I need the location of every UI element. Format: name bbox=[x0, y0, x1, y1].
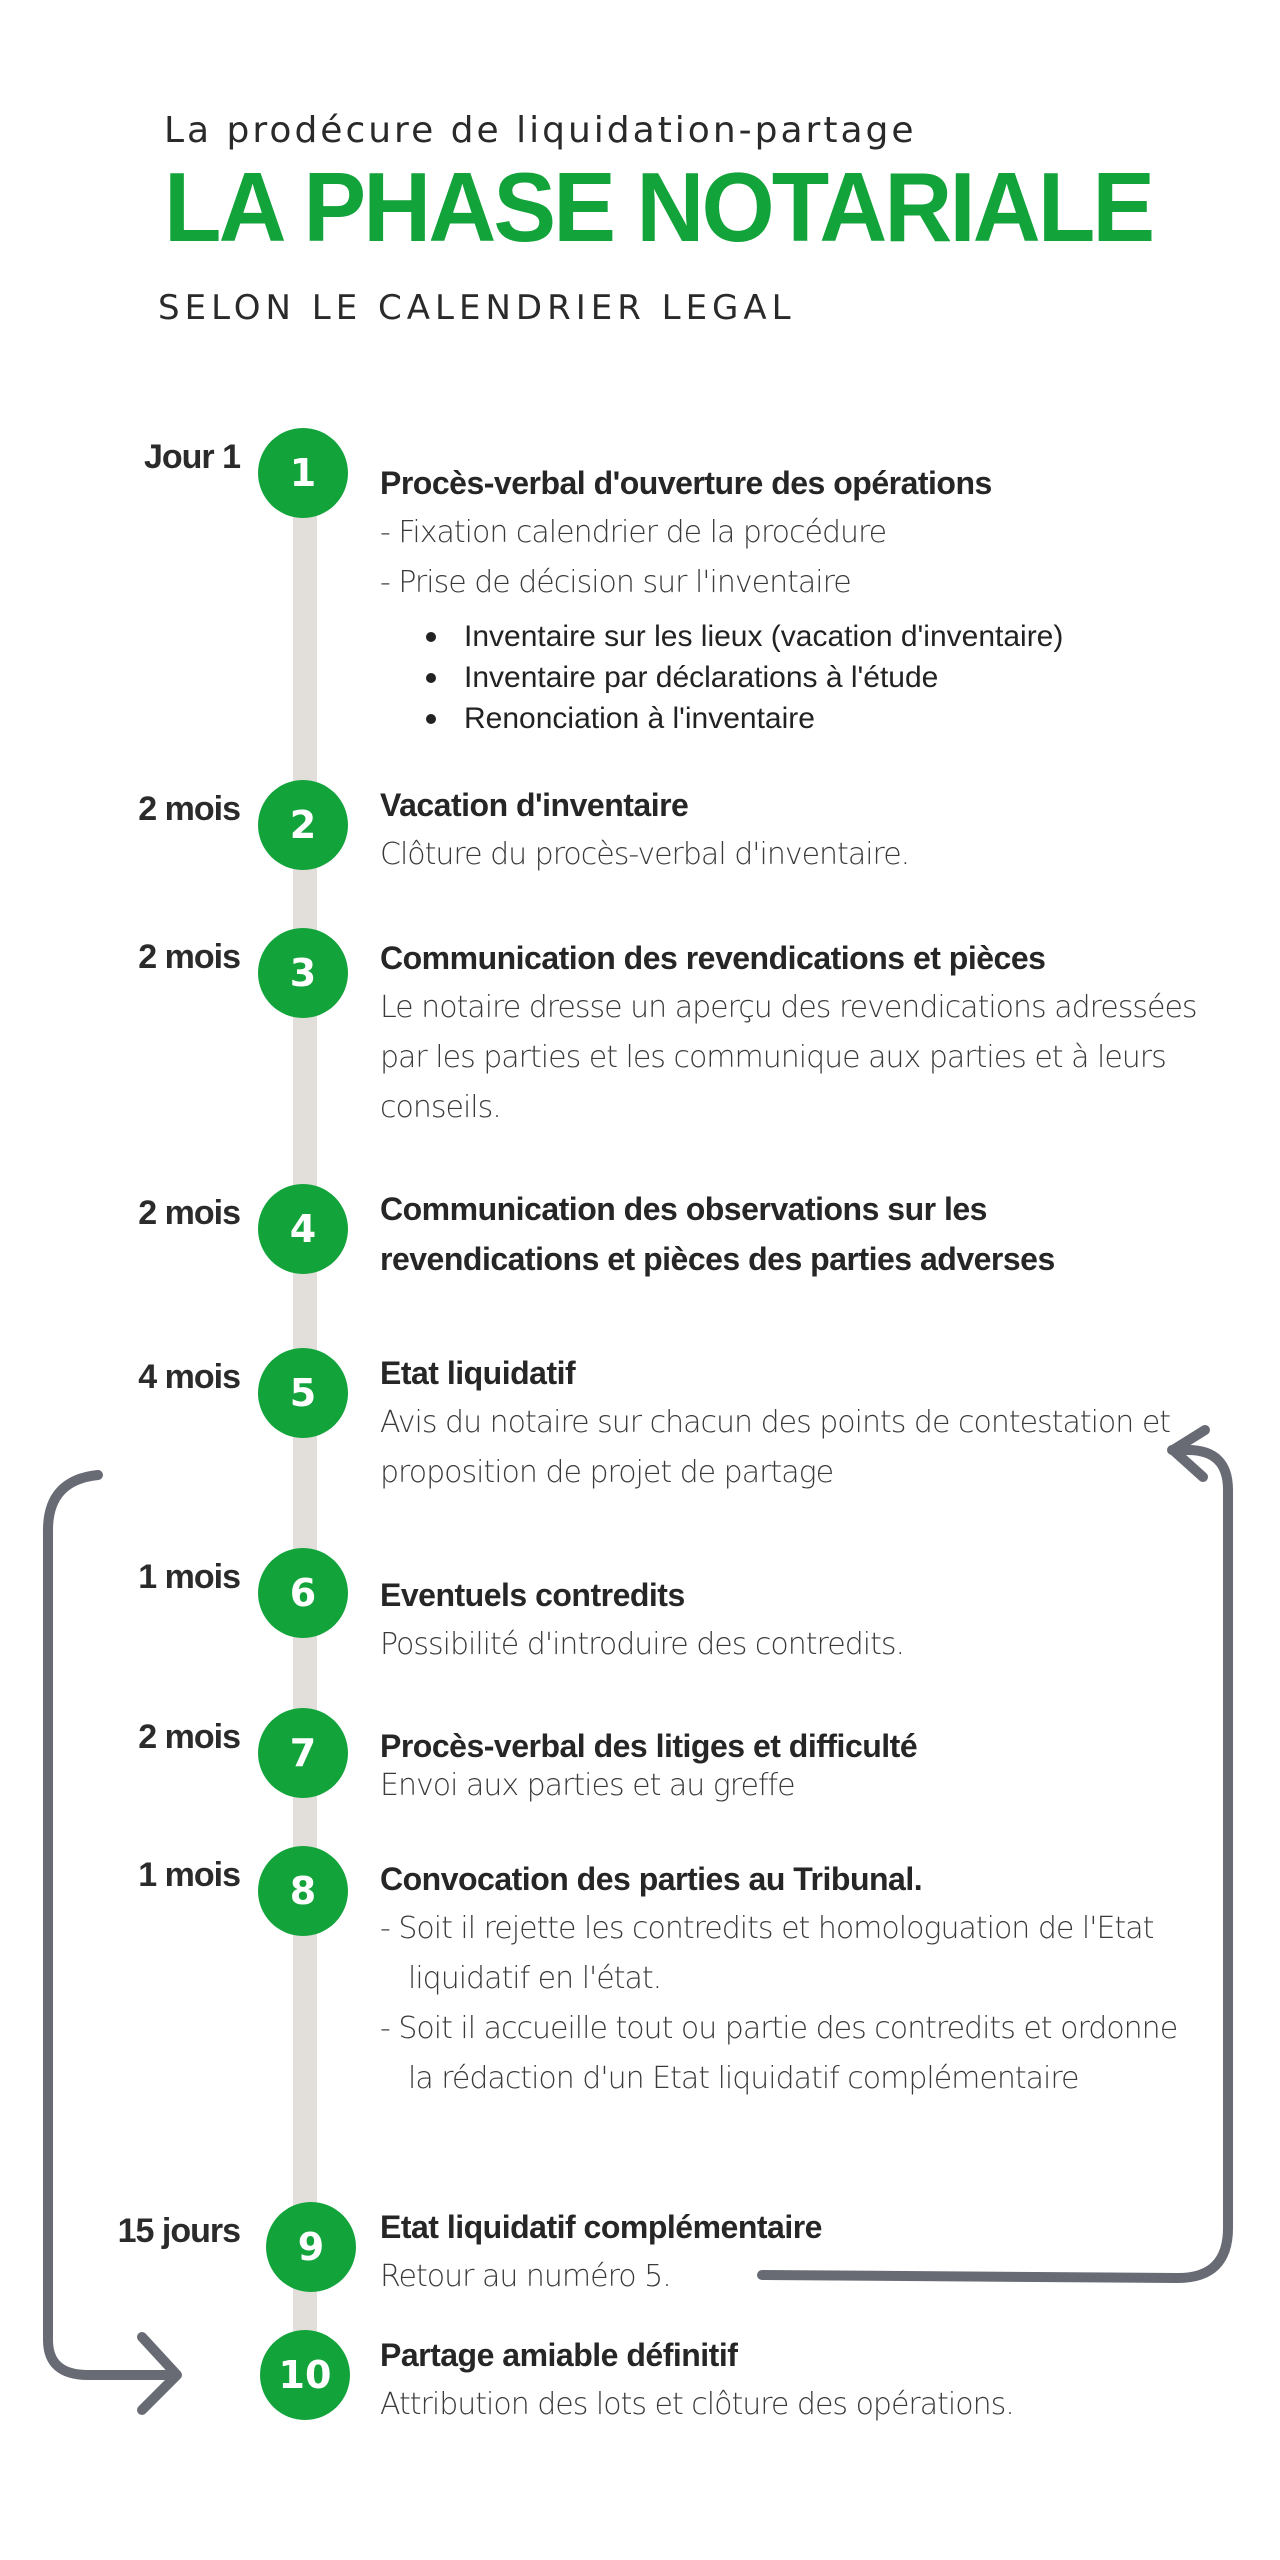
step-number-badge: 10 bbox=[260, 2330, 350, 2420]
step-line: Clôture du procès-verbal d'inventaire. bbox=[380, 837, 910, 872]
step-line: - Soit il rejette les contredits et homologuation de l'Etat liquidatif en l'état. bbox=[380, 1911, 1154, 1996]
step-line: Possibilité d'introduire des contredits. bbox=[380, 1627, 904, 1662]
step-title: Procès-verbal d'ouverture des opérations bbox=[380, 465, 992, 501]
step-duration: 4 mois bbox=[138, 1358, 240, 1396]
step-duration: 2 mois bbox=[138, 938, 240, 976]
step-line: Envoi aux parties et au greffe bbox=[380, 1768, 795, 1803]
step-number-badge: 1 bbox=[258, 428, 348, 518]
page-title: LA PHASE NOTARIALE bbox=[164, 152, 1153, 262]
step-title: Etat liquidatif complémentaire bbox=[380, 2209, 822, 2245]
step-number-badge: 6 bbox=[258, 1548, 348, 1638]
step-duration: 15 jours bbox=[117, 2212, 240, 2250]
step-number-badge: 5 bbox=[258, 1348, 348, 1438]
step-line: Retour au numéro 5. bbox=[380, 2259, 671, 2294]
subtitle-top: La prodécure de liquidation-partage bbox=[164, 110, 917, 151]
step-line: - Prise de décision sur l'inventaire bbox=[380, 565, 851, 600]
step-title: Partage amiable définitif bbox=[380, 2337, 738, 2373]
skip-to-step-10-arrow bbox=[48, 1475, 175, 2375]
step-number-badge: 4 bbox=[258, 1184, 348, 1274]
step-line: Le notaire dresse un aperçu des revendications adressées par les parties et les communique aux parties et à leurs conseils. bbox=[380, 990, 1197, 1125]
step-line: Avis du notaire sur chacun des points de contestation et proposition de projet de partage bbox=[380, 1405, 1171, 1490]
step-line: Attribution des lots et clôture des opérations. bbox=[380, 2387, 1014, 2422]
step-title: Vacation d'inventaire bbox=[380, 787, 689, 823]
step-duration: 2 mois bbox=[138, 1718, 240, 1756]
step-title: Etat liquidatif bbox=[380, 1355, 576, 1391]
subtitle-bottom: SELON LE CALENDRIER LEGAL bbox=[158, 288, 796, 328]
step-title: Communication des observations sur les revendications et pièces des parties adverses bbox=[380, 1191, 1055, 1277]
bullet-item: Inventaire sur les lieux (vacation d'inventaire) bbox=[420, 616, 1200, 657]
step-duration: Jour 1 bbox=[143, 438, 240, 476]
step-line: - Fixation calendrier de la procédure bbox=[380, 515, 887, 550]
return-to-step-5-arrow bbox=[762, 1450, 1228, 2278]
step-title: Procès-verbal des litiges et difficulté bbox=[380, 1728, 918, 1764]
step-duration: 2 mois bbox=[138, 1194, 240, 1232]
step-duration: 1 mois bbox=[138, 1558, 240, 1596]
step-number-badge: 9 bbox=[266, 2202, 356, 2292]
step-duration: 2 mois bbox=[138, 790, 240, 828]
step-title: Eventuels contredits bbox=[380, 1577, 685, 1613]
bullet-item: Inventaire par déclarations à l'étude bbox=[420, 657, 1200, 698]
step-title: Convocation des parties au Tribunal. bbox=[380, 1861, 923, 1897]
step-line: - Soit il accueille tout ou partie des contredits et ordonne la rédaction d'un Etat liquidatif complémentaire bbox=[380, 2011, 1178, 2096]
step-duration: 1 mois bbox=[138, 1856, 240, 1894]
step-number-badge: 2 bbox=[258, 780, 348, 870]
bullet-item: Renonciation à l'inventaire bbox=[420, 698, 1200, 739]
step-number-badge: 8 bbox=[258, 1846, 348, 1936]
step-number-badge: 7 bbox=[258, 1708, 348, 1798]
step-number-badge: 3 bbox=[258, 928, 348, 1018]
step-title: Communication des revendications et pièces bbox=[380, 940, 1046, 976]
